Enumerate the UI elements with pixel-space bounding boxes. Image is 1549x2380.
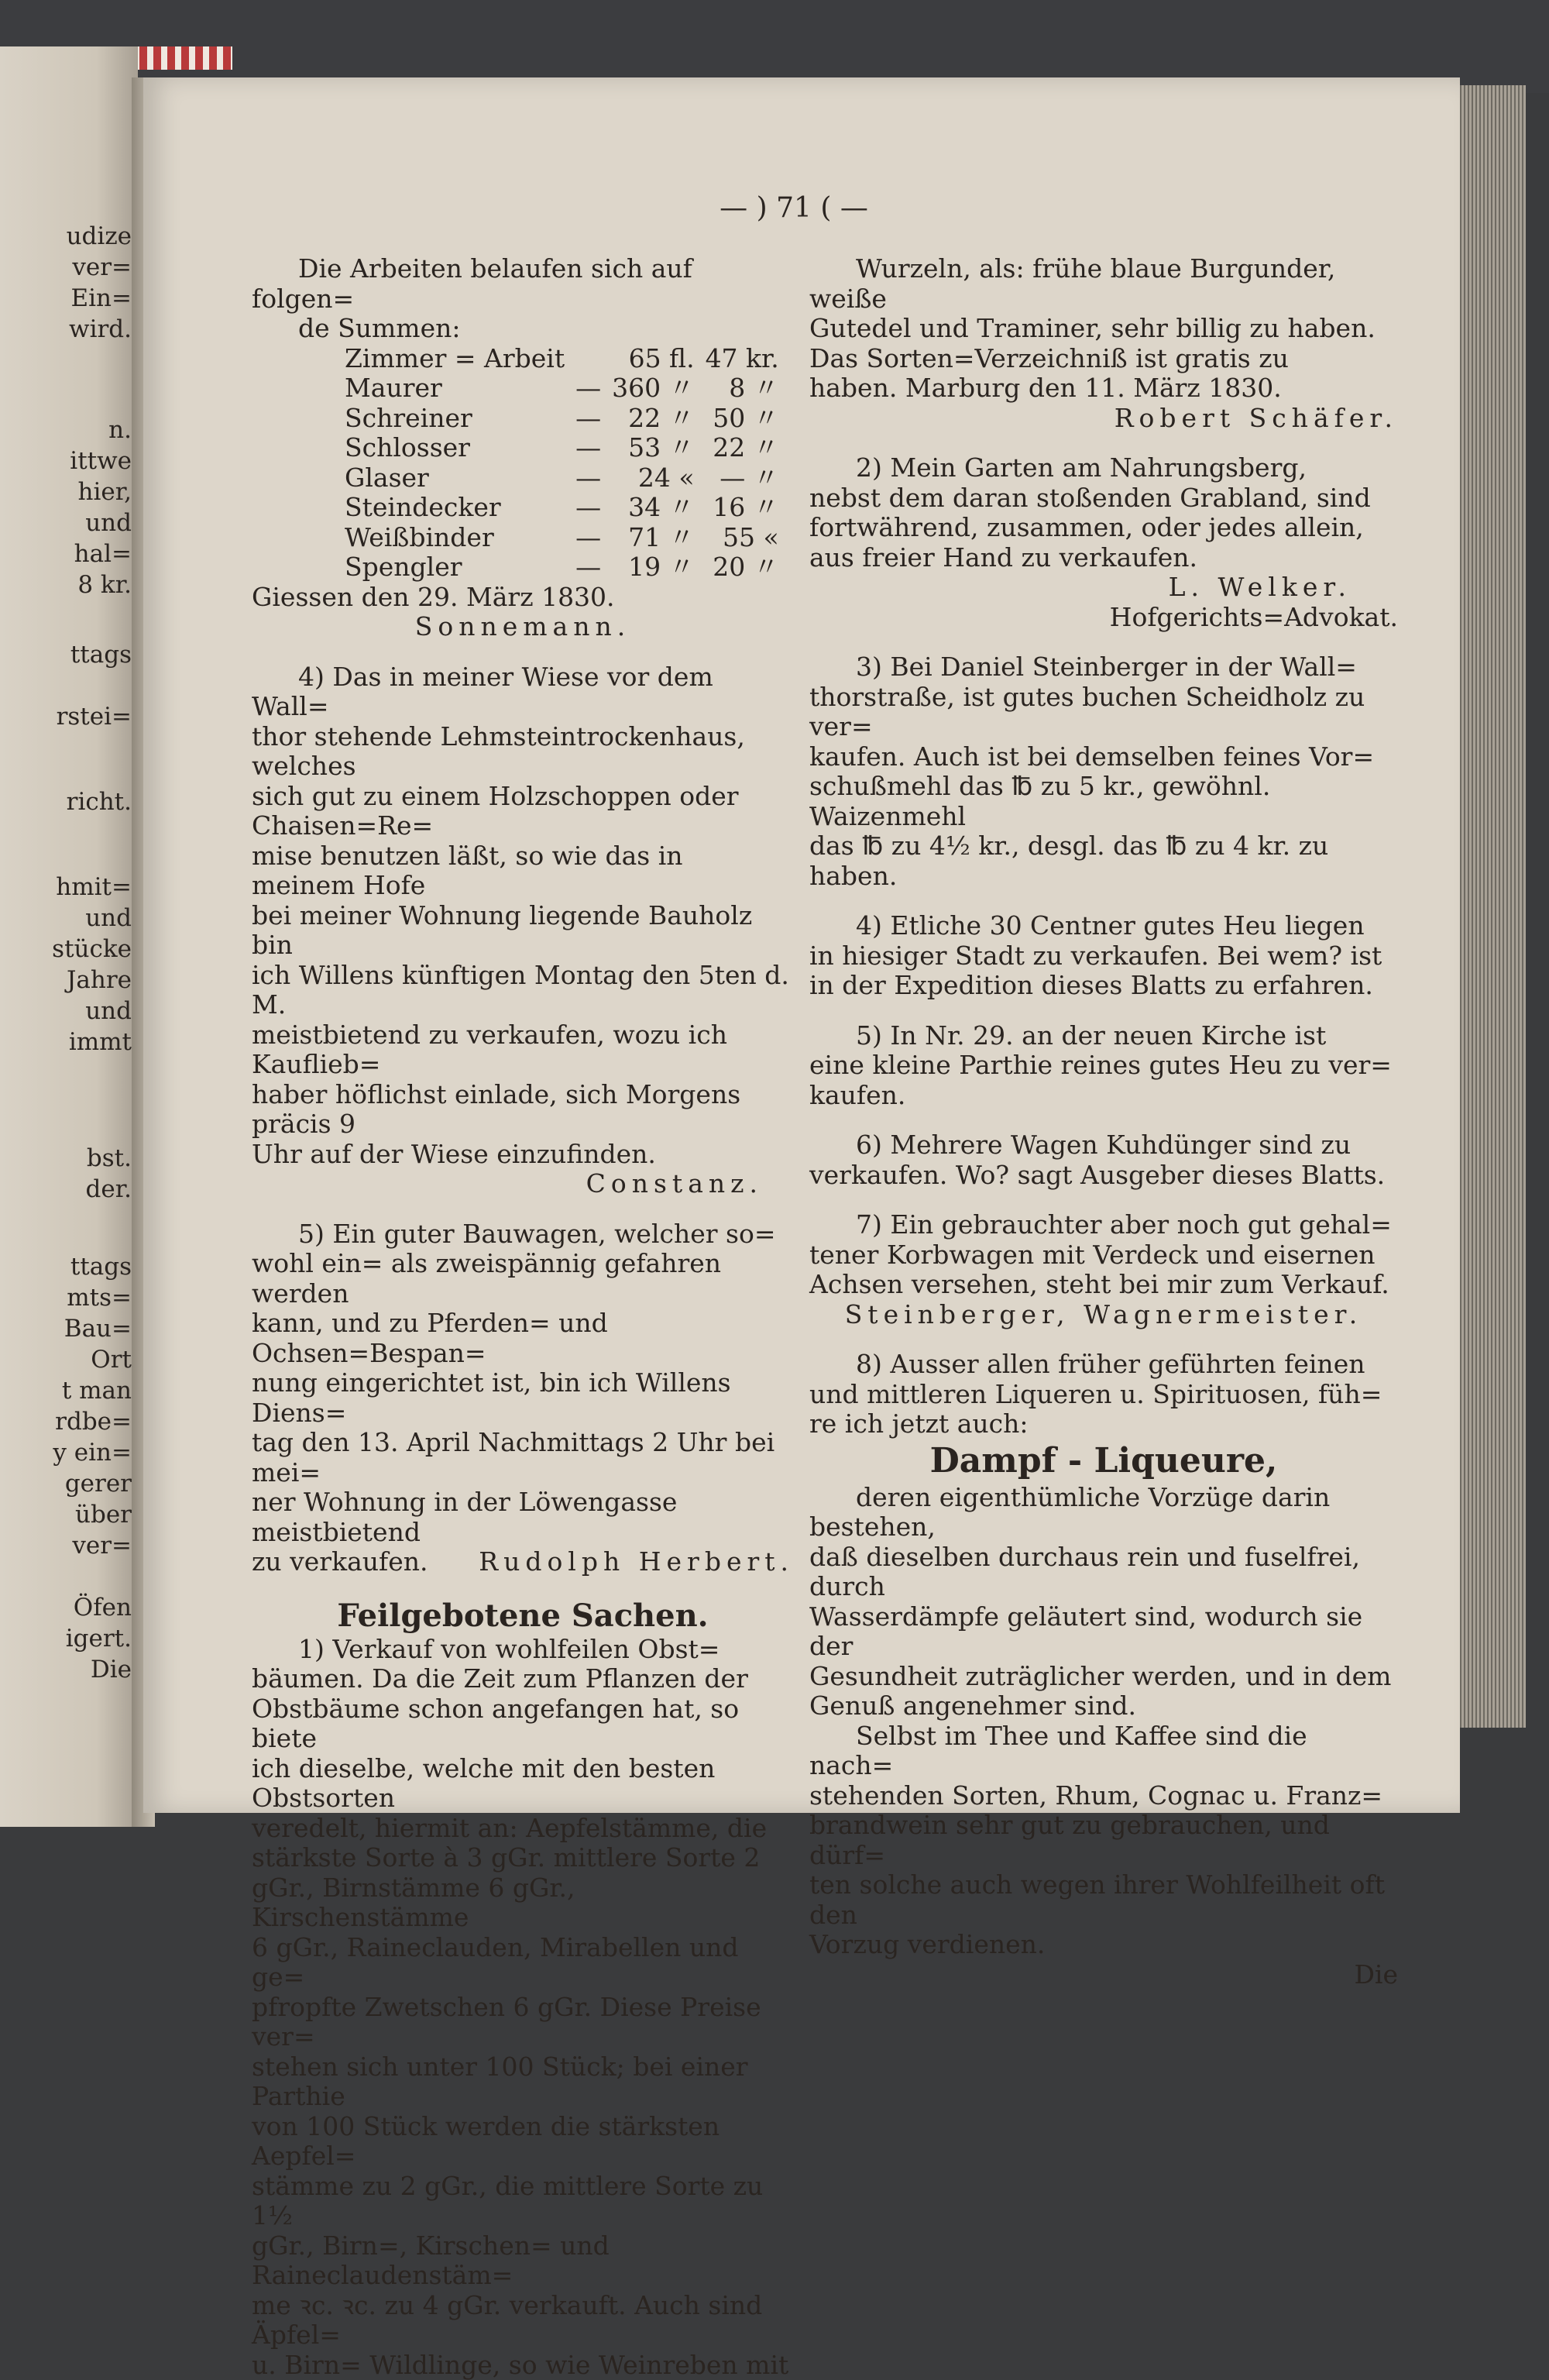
- text-line: me ꝛc. ꝛc. zu 4 gGr. verkauft. Auch sind Äpfel=: [252, 2291, 794, 2351]
- left-page-text-fragment: y ein=: [53, 1441, 132, 1465]
- left-page-text-fragment: Öfen: [74, 1596, 132, 1620]
- text-line: mise benutzen läßt, so wie das in meinem Hofe: [252, 841, 794, 901]
- signature: Robert Schäfer.: [809, 404, 1398, 434]
- text-line: kaufen.: [809, 1081, 1398, 1111]
- wages-table: [345, 344, 790, 583]
- text-line: Vorzug verdienen.: [809, 1930, 1398, 1960]
- left-page-text-fragment: Die: [91, 1658, 132, 1682]
- page-number: — ) 71 ( —: [631, 192, 957, 224]
- advert-5: [809, 1021, 1398, 1111]
- left-page-text-fragment: richt.: [67, 790, 132, 814]
- text-line: nung eingerichtet ist, bin ich Willens Diens=: [252, 1368, 794, 1428]
- text-line: in der Expedition dieses Blatts zu erfahren.: [809, 971, 1398, 1001]
- text-line: meistbietend zu verkaufen, wozu ich Kauflieb=: [252, 1020, 794, 1080]
- wage-dash: —: [575, 433, 612, 463]
- wage-dash: —: [575, 373, 612, 404]
- text-line: Gesundheit zuträglicher werden, und in dem: [809, 1662, 1398, 1692]
- left-page-text-fragment: mts=: [67, 1286, 132, 1310]
- left-column: [252, 254, 794, 2380]
- advert-5: [252, 1219, 794, 1548]
- wage-trade: Zimmer = Arbeit: [345, 344, 575, 374]
- wage-fl: 71 〃: [612, 523, 705, 553]
- advert-3: [809, 652, 1398, 891]
- text-line: u. Birn= Wildlinge, so wie Weinreben mit: [252, 2351, 794, 2380]
- wage-fl: 34 〃: [612, 493, 705, 523]
- text-line: Achsen versehen, steht bei mir zum Verkauf.: [809, 1270, 1398, 1300]
- left-page-text-fragment: gerer: [65, 1472, 132, 1496]
- advert-4: [252, 662, 794, 1170]
- text-line: verkaufen. Wo? sagt Ausgeber dieses Blatts.: [809, 1161, 1398, 1191]
- left-page-text-fragment: ttags: [70, 643, 132, 667]
- text-line: sich gut zu einem Holzschoppen oder Chaisen=Re=: [252, 782, 794, 841]
- left-page-text-fragment: ver=: [72, 256, 132, 280]
- wage-row: [345, 404, 790, 434]
- text-line: 4) Das in meiner Wiese vor dem Wall=: [252, 662, 794, 722]
- left-page-text-fragment: stücke: [52, 937, 132, 961]
- wage-row: [345, 373, 790, 404]
- text-line: 3) Bei Daniel Steinberger in der Wall=: [809, 652, 1398, 683]
- left-page-text-fragment: udize: [67, 225, 132, 249]
- left-page-text-fragment: Jahre: [67, 968, 132, 992]
- wage-kr: 8 〃: [706, 373, 790, 404]
- advert-8: [809, 1350, 1398, 1439]
- text-line: ten solche auch wegen ihrer Wohlfeilheit oft den: [809, 1870, 1398, 1930]
- text-line: bäumen. Da die Zeit zum Pflanzen der: [252, 1664, 794, 1694]
- text-line: re ich jetzt auch:: [809, 1409, 1398, 1439]
- text-line: Gutedel und Traminer, sehr billig zu haben.: [809, 314, 1398, 344]
- text-line: zu verkaufen.: [252, 1547, 428, 1577]
- text-line: haber höflichst einlade, sich Morgens präcis 9: [252, 1080, 794, 1140]
- wage-trade: Steindecker: [345, 493, 575, 523]
- left-page-text-fragment: igert.: [66, 1627, 132, 1651]
- text-line: deren eigenthümliche Vorzüge darin bestehen,: [809, 1483, 1398, 1543]
- left-page-text-fragment: hal=: [74, 542, 132, 566]
- text-line: brandwein sehr gut zu gebrauchen, und dürf=: [809, 1811, 1398, 1870]
- left-page-text-fragment: hier,: [78, 480, 132, 504]
- wage-fl: 53 〃: [612, 433, 705, 463]
- signature: Rudolph Herbert.: [479, 1547, 794, 1577]
- text-line: in hiesiger Stadt zu verkaufen. Bei wem? ist: [809, 941, 1398, 972]
- text-line: Wurzeln, als: frühe blaue Burgunder, weiße: [809, 254, 1398, 314]
- left-page-text-fragment: Bau=: [64, 1317, 132, 1341]
- wage-row: [345, 552, 790, 583]
- wage-dash: —: [575, 523, 612, 553]
- left-page-text-fragment: t man: [62, 1379, 132, 1403]
- wage-dash: —: [575, 552, 612, 583]
- signed-line: [252, 1547, 794, 1577]
- text-line: Selbst im Thee und Kaffee sind die nach=: [809, 1721, 1398, 1781]
- wage-fl: 24 «: [612, 463, 705, 494]
- left-page-fragment: [0, 46, 138, 1827]
- advert-4: [809, 911, 1398, 1001]
- left-page-text-fragment: ittwe: [70, 449, 132, 473]
- text-line: pfropfte Zwetschen 6 gGr. Diese Preise ver=: [252, 1993, 794, 2052]
- text-line: 7) Ein gebrauchter aber noch gut gehal=: [809, 1210, 1398, 1240]
- text-line: daß dieselben durchaus rein und fuselfrei, durch: [809, 1543, 1398, 1602]
- text-line: von 100 Stück werden die stärksten Aepfel=: [252, 2112, 794, 2172]
- text-line: 6 gGr., Raineclauden, Mirabellen und ge=: [252, 1933, 794, 1993]
- left-page-text-fragment: wird.: [69, 318, 132, 342]
- left-page-text-fragment: hmit=: [56, 875, 132, 899]
- wage-kr: 55 «: [706, 523, 790, 553]
- text-line: eine kleine Parthie reines gutes Heu zu ver=: [809, 1051, 1398, 1081]
- page-edges: [1456, 85, 1526, 1728]
- text-line: Genuß angenehmer sind.: [809, 1691, 1398, 1721]
- left-page-text-fragment: rstei=: [57, 705, 132, 729]
- wage-kr: — 〃: [706, 463, 790, 494]
- wage-row: [345, 523, 790, 553]
- text-line: 5) Ein guter Bauwagen, welcher so=: [252, 1219, 794, 1250]
- wage-trade: Spengler: [345, 552, 575, 583]
- text-line: 6) Mehrere Wagen Kuhdünger sind zu: [809, 1130, 1398, 1161]
- wage-fl: 19 〃: [612, 552, 705, 583]
- text-line: stehenden Sorten, Rhum, Cognac u. Franz=: [809, 1781, 1398, 1811]
- catchword: Die: [809, 1960, 1398, 1990]
- right-page: [143, 77, 1460, 1813]
- text-line: kann, und zu Pferden= und Ochsen=Bespan=: [252, 1309, 794, 1368]
- wage-kr: 16 〃: [706, 493, 790, 523]
- text-line: ich dieselbe, welche mit den besten Obstsorten: [252, 1754, 794, 1814]
- advert-7: [809, 1210, 1398, 1300]
- advert-8-body: [809, 1483, 1398, 1721]
- left-page-text-fragment: 8 kr.: [77, 573, 132, 597]
- text-line: und mittleren Liqueren u. Spirituosen, füh=: [809, 1380, 1398, 1410]
- wage-dash: —: [575, 493, 612, 523]
- text-line: wohl ein= als zweispännig gefahren werden: [252, 1249, 794, 1309]
- wage-row: [345, 493, 790, 523]
- advert-6: [809, 1130, 1398, 1190]
- text-line: stehen sich unter 100 Stück; bei einer Parthie: [252, 2052, 794, 2112]
- signature: L. Welker.: [809, 573, 1398, 603]
- advert-8-body-2: [809, 1721, 1398, 1960]
- wage-row: [345, 433, 790, 463]
- wage-dash: [575, 344, 612, 374]
- text-line: kaufen. Auch ist bei demselben feines Vor=: [809, 742, 1398, 772]
- text-line: thorstraße, ist gutes buchen Scheidholz zu ver=: [809, 683, 1398, 742]
- wage-dash: —: [575, 463, 612, 494]
- left-page-text-fragment: ver=: [72, 1534, 132, 1558]
- text-line: ner Wohnung in der Löwengasse meistbietend: [252, 1488, 794, 1547]
- signature: Sonnemann.: [252, 612, 794, 642]
- text-line: Obstbäume schon angefangen hat, so biete: [252, 1694, 794, 1754]
- wage-fl: 65 fl.: [612, 344, 705, 374]
- text-line: stämme zu 2 gGr., die mittlere Sorte zu 1½: [252, 2172, 794, 2231]
- text-line: de Summen:: [252, 314, 794, 344]
- wage-fl: 360 〃: [612, 373, 705, 404]
- text-line: nebst dem daran stoßenden Grabland, sind: [809, 483, 1398, 514]
- wage-kr: 47 kr.: [706, 344, 790, 374]
- left-page-text-fragment: und: [85, 511, 132, 535]
- wage-kr: 22 〃: [706, 433, 790, 463]
- text-line: gGr., Birn=, Kirschen= und Raineclaudenstäm=: [252, 2231, 794, 2291]
- text-line: fortwährend, zusammen, oder jedes allein,: [809, 513, 1398, 543]
- left-page-text-fragment: der.: [86, 1178, 132, 1202]
- text-line: haben. Marburg den 11. März 1830.: [809, 373, 1398, 404]
- left-page-text-fragment: bst.: [87, 1147, 132, 1171]
- wage-kr: 50 〃: [706, 404, 790, 434]
- text-line: Das Sorten=Verzeichniß ist gratis zu: [809, 344, 1398, 374]
- left-page-text-fragment: und: [85, 999, 132, 1023]
- left-page-text-fragment: Ein=: [71, 287, 132, 311]
- text-line: stärkste Sorte à 3 gGr. mittlere Sorte 2: [252, 1843, 794, 1873]
- advert-8-heading: Dampf - Liqueure,: [809, 1439, 1398, 1483]
- text-line: tag den 13. April Nachmittags 2 Uhr bei mei=: [252, 1428, 794, 1488]
- wage-trade: Glaser: [345, 463, 575, 494]
- signature: Steinberger, Wagnermeister.: [809, 1300, 1398, 1330]
- text-line: 2) Mein Garten am Nahrungsberg,: [809, 453, 1398, 483]
- text-line: Uhr auf der Wiese einzufinden.: [252, 1140, 794, 1170]
- wage-row: [345, 463, 790, 494]
- wage-fl: 22 〃: [612, 404, 705, 434]
- left-page-text-fragment: und: [85, 906, 132, 930]
- place-date: Giessen den 29. März 1830.: [252, 583, 794, 613]
- text-line: schußmehl das ℔ zu 5 kr., gewöhnl. Waizenmehl: [809, 772, 1398, 831]
- signature-title: Hofgerichts=Advokat.: [809, 603, 1398, 633]
- text-line: veredelt, hiermit an: Aepfelstämme, die: [252, 1814, 794, 1844]
- text-line: Wasserdämpfe geläutert sind, wodurch sie der: [809, 1602, 1398, 1662]
- wage-kr: 20 〃: [706, 552, 790, 583]
- signature: Constanz.: [252, 1169, 794, 1199]
- wage-dash: —: [575, 404, 612, 434]
- left-page-text-fragment: über: [75, 1503, 132, 1527]
- left-page-text-fragment: immt: [69, 1030, 132, 1054]
- right-column: [809, 254, 1398, 1990]
- text-line: gGr., Birnstämme 6 gGr., Kirschenstämme: [252, 1873, 794, 1933]
- text-line: thor stehende Lehmsteintrockenhaus, welches: [252, 722, 794, 782]
- wage-trade: Schreiner: [345, 404, 575, 434]
- text-line: 4) Etliche 30 Centner gutes Heu liegen: [809, 911, 1398, 941]
- wage-row: [345, 344, 790, 374]
- advert-2: [809, 453, 1398, 573]
- advert-1-continued: [809, 254, 1398, 404]
- left-page-text-fragment: rdbe=: [55, 1410, 132, 1434]
- wage-trade: Schlosser: [345, 433, 575, 463]
- left-page-text-fragment: Ort: [91, 1348, 132, 1372]
- text-line: 1) Verkauf von wohlfeilen Obst=: [252, 1635, 794, 1665]
- left-page-text-fragment: ttags: [70, 1255, 132, 1279]
- advert-1: [252, 1635, 794, 2380]
- text-line: 8) Ausser allen früher geführten feinen: [809, 1350, 1398, 1380]
- text-line: das ℔ zu 4½ kr., desgl. das ℔ zu 4 kr. zu haben.: [809, 831, 1398, 891]
- text-line: aus freier Hand zu verkaufen.: [809, 543, 1398, 573]
- text-line: ich Willens künftigen Montag den 5ten d. M.: [252, 961, 794, 1020]
- left-page-text-fragment: n.: [108, 418, 132, 442]
- text-line: Die Arbeiten belaufen sich auf folgen=: [252, 254, 794, 314]
- wage-trade: Maurer: [345, 373, 575, 404]
- text-line: tener Korbwagen mit Verdeck und eisernen: [809, 1240, 1398, 1271]
- text-line: 5) In Nr. 29. an der neuen Kirche ist: [809, 1021, 1398, 1051]
- wage-trade: Weißbinder: [345, 523, 575, 553]
- section-heading: Feilgebotene Sachen.: [252, 1598, 794, 1635]
- text-line: bei meiner Wohnung liegende Bauholz bin: [252, 901, 794, 961]
